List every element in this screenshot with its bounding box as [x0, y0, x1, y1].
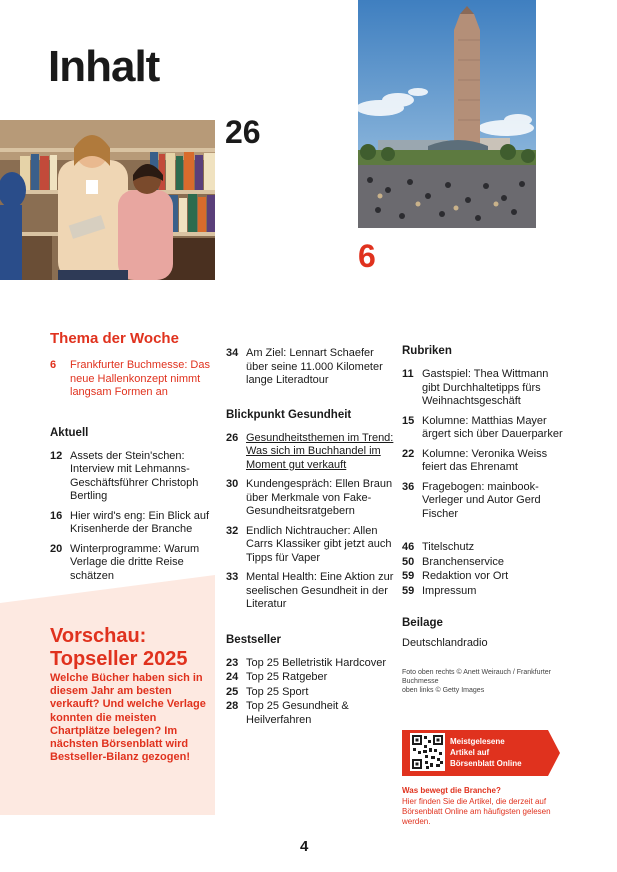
question-text: Hier finden Sie die Artikel, die derzeit auf Börsenblatt Online am häufigsten gelesen werden.: [402, 797, 551, 826]
toc-entry[interactable]: [226, 432, 396, 473]
column-gesundheit-bestseller: [226, 347, 396, 728]
page-number: 4: [300, 838, 309, 855]
toc-page: 59: [402, 570, 415, 582]
toc-text: Endlich Nichtraucher: Allen Carrs Klassiker gibt jetzt auch Tipps für Vaper: [246, 524, 392, 564]
toc-text: Top 25 Ratgeber: [246, 671, 328, 683]
toc-text: Kundengespräch: Ellen Braun über Merkmale von Fake-Gesundheitsratgebern: [246, 478, 393, 517]
toc-entry[interactable]: [402, 570, 567, 584]
toc-entry[interactable]: [226, 525, 396, 566]
toc-entry[interactable]: [226, 686, 396, 700]
toc-text: Kolumne: Matthias Mayer ärgert sich über Dauerparker: [422, 414, 563, 440]
toc-text: Top 25 Sport: [246, 685, 309, 698]
messeturm-photo: [358, 0, 536, 228]
toc-entry[interactable]: [226, 571, 396, 612]
toc-page: 28: [226, 700, 239, 712]
toc-entry[interactable]: [50, 543, 215, 584]
toc-entry[interactable]: [402, 481, 567, 522]
toc-text: Branchenservice: [422, 555, 504, 568]
section-heading-aktuell: Aktuell: [50, 426, 89, 439]
toc-text: Winterprogramme: Warum Verlage die dritte Reise schätzen: [70, 542, 200, 582]
page-title: Inhalt: [48, 42, 160, 91]
toc-text: Assets der Stein'schen: Interview mit Lehmanns-Geschäftsführer Christoph Bertling: [70, 449, 199, 502]
toc-page: 33: [226, 571, 239, 583]
preview-title[interactable]: Vorschau: Topseller 2025: [50, 625, 188, 670]
toc-page: 34: [226, 347, 239, 359]
toc-text: Hier wird's eng: Ein Blick auf Krisenherde der Branche: [70, 509, 210, 535]
toc-page: 59: [402, 584, 415, 597]
bookstore-staff-photo: [0, 120, 215, 280]
toc-entry[interactable]: [50, 510, 215, 537]
preview-text: Welche Bücher haben sich in diesem Jahr am besten verkauft? Und welche Verlage konnten die meisten Chartplätze belegen? Im nächsten Börsenblatt wird Bestseller-Bilanz gezogen!: [50, 672, 206, 764]
credit-line: oben links © Getty Images: [402, 687, 485, 694]
toc-entry[interactable]: [226, 478, 396, 519]
toc-text: Am Ziel: Lennart Schaefer über seine 11.000 Kilometer lange Literadtour: [246, 347, 383, 386]
section-heading-thema: Thema der Woche: [50, 330, 179, 347]
toc-entry[interactable]: [402, 541, 567, 555]
toc-text: Frankfurter Buchmesse: Das neue Hallenkonzept nimmt langsam Formen an: [70, 359, 210, 398]
toc-text: Gastspiel: Thea Wittmann gibt Durchhaltetipps fürs Weihnachtsgeschäft: [422, 368, 549, 407]
section-heading-bestseller: Bestseller: [226, 633, 281, 646]
toc-page: 25: [226, 685, 239, 698]
section-heading-beilage: Beilage: [402, 617, 443, 629]
toc-page: 20: [50, 542, 63, 555]
toc-entry[interactable]: [50, 359, 215, 400]
photo-credits: [402, 668, 562, 695]
toc-entry[interactable]: [226, 347, 396, 388]
toc-page: 46: [402, 541, 415, 553]
toc-entry[interactable]: [226, 700, 396, 727]
toc-page: 15: [402, 414, 415, 427]
toc-page: 36: [402, 480, 415, 493]
toc-page: 11: [402, 368, 414, 380]
banner-text[interactable]: [450, 736, 550, 769]
credit-line: Foto oben rechts © Anett Weirauch / Frankfurter Buchmesse: [402, 669, 551, 685]
toc-page: 16: [50, 509, 63, 522]
toc-page: 23: [226, 656, 239, 669]
feature-number-6: 6: [358, 238, 376, 274]
toc-entry[interactable]: [402, 585, 567, 599]
banner-line: Meistgelesene: [450, 737, 505, 746]
toc-page: 26: [226, 431, 239, 444]
toc-entry[interactable]: [226, 671, 396, 685]
toc-text: Impressum: [422, 584, 477, 597]
toc-text: Redaktion vor Ort: [422, 570, 509, 582]
beilage-text: Deutschlandradio: [402, 637, 488, 649]
toc-page: 50: [402, 555, 415, 568]
toc-entry[interactable]: [402, 448, 567, 475]
toc-entry[interactable]: [402, 556, 567, 570]
section-heading-gesundheit: Blickpunkt Gesundheit: [226, 408, 352, 421]
toc-page: 12: [50, 449, 63, 462]
toc-text: Mental Health: Eine Aktion zur seelischen Gesundheit in der Literatur: [246, 571, 394, 610]
toc-entry[interactable]: [50, 450, 215, 504]
toc-text: Fragebogen: mainbook-Verleger und Autor Gerd Fischer: [422, 480, 541, 520]
toc-page: 6: [50, 359, 57, 371]
section-heading-rubriken: Rubriken: [402, 345, 452, 357]
qr-code-icon[interactable]: [410, 733, 445, 771]
toc-entry[interactable]: [402, 368, 567, 409]
toc-page: 32: [226, 524, 239, 537]
feature-number-26: 26: [225, 114, 261, 150]
column-thema-aktuell: [50, 330, 215, 589]
column-rubriken: [402, 345, 567, 657]
question-heading: Was bewegt die Branche?: [402, 786, 501, 795]
toc-text: Titelschutz: [422, 541, 475, 553]
toc-text: Kolumne: Veronika Weiss feiert das Ehrenamt: [422, 447, 548, 473]
toc-entry[interactable]: [226, 657, 396, 671]
banner-line: Börsenblatt Online: [450, 759, 522, 768]
toc-text: Top 25 Gesundheit & Heilverfahren: [246, 700, 349, 726]
toc-page: 30: [226, 478, 239, 490]
toc-page: 22: [402, 447, 415, 460]
toc-entry[interactable]: [402, 415, 567, 442]
banner-line: Artikel auf: [450, 748, 490, 757]
toc-text: Gesundheitsthemen im Trend: Was sich im Buchhandel im Moment gut verkauft: [246, 431, 394, 471]
toc-page: 24: [226, 671, 239, 683]
toc-text: Top 25 Belletristik Hardcover: [246, 656, 387, 669]
